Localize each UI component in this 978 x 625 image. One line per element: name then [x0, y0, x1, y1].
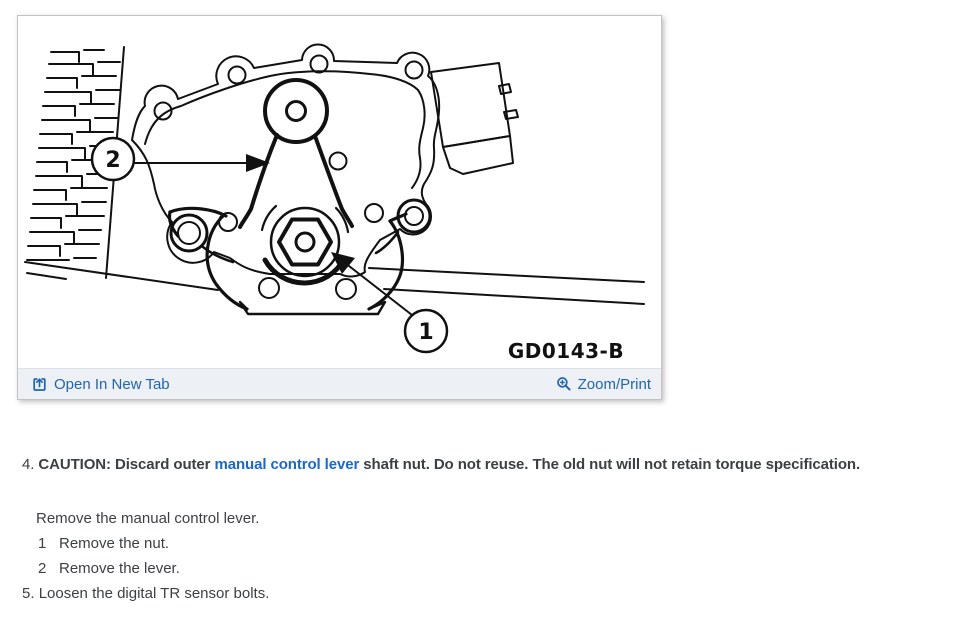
callout-2-label: 2 [105, 148, 121, 173]
technical-diagram [18, 16, 661, 368]
step-5-text: Loosen the digital TR sensor bolts. [38, 585, 270, 602]
step-4-number: 4. [22, 456, 35, 473]
substep-2 [22, 556, 269, 581]
case-lines [369, 268, 644, 304]
callout-2 [92, 138, 270, 180]
step-5 [22, 581, 269, 606]
open-in-new-tab-icon [31, 376, 48, 393]
zoom-print-label: Zoom/Print [577, 375, 651, 393]
arrowhead-right-icon [246, 154, 270, 172]
callout-1-label: 1 [418, 320, 434, 345]
shaft-nut [262, 206, 348, 283]
substep-1-text: Remove the nut. [59, 535, 170, 552]
substep-1 [22, 531, 269, 556]
figure-toolbar [18, 368, 661, 399]
step-4-caution [22, 456, 967, 473]
magnifier-plus-icon [556, 376, 572, 392]
substep-1-number: 1 [38, 535, 47, 552]
caution-text-prefix: CAUTION: Discard outer [38, 456, 211, 473]
open-in-new-tab-label: Open In New Tab [54, 375, 170, 393]
open-in-new-tab-button[interactable] [31, 376, 170, 393]
figure-panel [17, 15, 662, 400]
tr-sensor-body [170, 200, 430, 314]
substep-2-number: 2 [38, 560, 47, 577]
zoom-print-button[interactable] [556, 376, 651, 393]
manual-control-lever-link[interactable]: manual control lever [214, 456, 360, 473]
callout-1 [331, 252, 447, 352]
figure-code: GD0143-B [507, 339, 625, 363]
gasket-outline [132, 44, 439, 276]
caution-text-suffix: shaft nut. Do not reuse. The old nut will not retain torque specification. [363, 456, 861, 473]
substep-2-text: Remove the lever. [59, 560, 180, 577]
step-4-details [22, 506, 269, 606]
connector-block [431, 63, 518, 174]
step-5-number: 5. [22, 585, 35, 602]
step-4-intro: Remove the manual control lever. [36, 510, 260, 527]
